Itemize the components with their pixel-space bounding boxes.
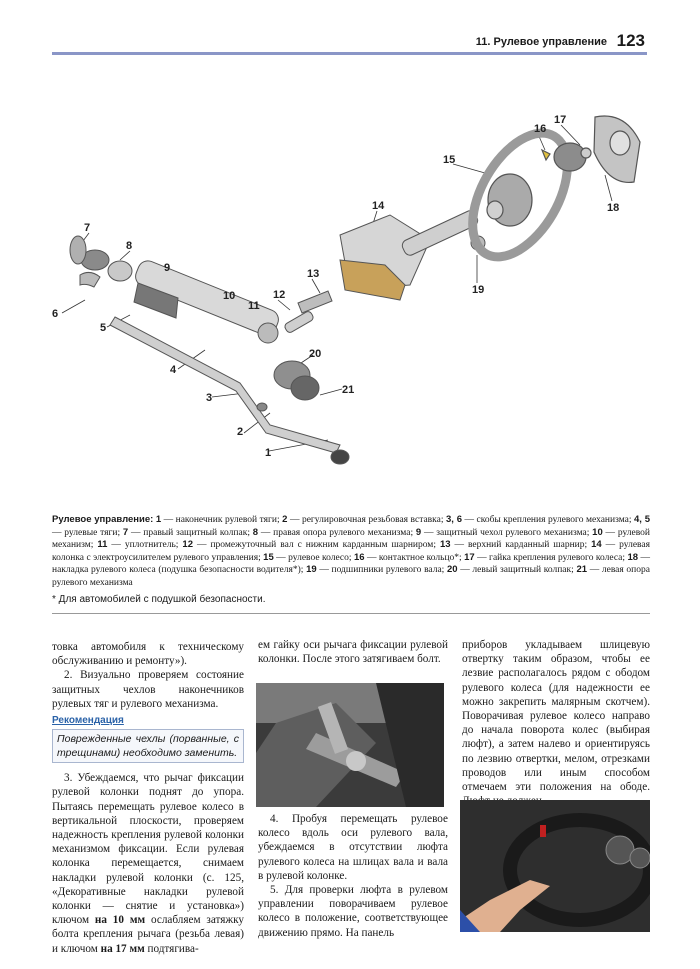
- photo-column-lever: [256, 683, 444, 807]
- text-column-2: [258, 638, 448, 666]
- label-10: 10: [223, 290, 236, 302]
- figure-caption: [52, 514, 650, 589]
- caption-item-text: — гайка крепления рулевого колеса;: [474, 552, 628, 563]
- recommendation-title: Рекомендация: [52, 715, 124, 727]
- bold-span: на 17 мм: [100, 942, 145, 955]
- footnote-rule: [52, 613, 650, 614]
- text-span: 3. Убеждаемся, что рычаг фиксации рулевой колонки поднят до упора. Пытаясь перемещать рулевое колесо в вертикальной плоскости, проверяем надежность крепления рулевой колонки механизмом фиксации. Если рулевая колонка перемещается, снимаем накладки рулевой колонки (с. 125, «Декоративные накладки рулевой колонки — снятие и установка») ключом: [52, 772, 244, 927]
- label-4: 4: [170, 364, 177, 376]
- diagram-svg: [40, 95, 660, 495]
- caption-item-number: 15: [263, 551, 274, 563]
- label-6: 6: [52, 308, 59, 320]
- label-7: 7: [84, 222, 91, 234]
- label-15: 15: [443, 154, 456, 166]
- paragraph: 5. Для проверки люфта в рулевом управлении поворачиваем рулевое колесо в положение, соответствующее движению прямо. На панель: [258, 884, 448, 939]
- caption-item-text: — рулевые тяги;: [52, 527, 123, 538]
- paragraph: приборов укладываем шлицевую отвертку таким образом, чтобы ее лезвие располагалось рядом с ободом рулевого колеса (для надежности ее можно закрепить малярным скотчем). Поворачивая рулевое колесо направо до начала поворота колес (выбирая люфт), а затем налево и ориентируясь по лезвию отвертки, мелом, отрезками проводов или иным способом отмечаем эти положения на ободе.: [462, 639, 650, 794]
- text-column-2-lower: [258, 812, 448, 940]
- caption-item-number: 14: [591, 539, 602, 550]
- label-20: 20: [309, 348, 322, 360]
- text-span: ослабляем затяжку болта крепления рычага (резьба левая) и ключом: [52, 914, 244, 955]
- caption-item-text: — уплотнитель;: [107, 540, 183, 550]
- text-column-3: [462, 638, 650, 808]
- caption-item-number: 10: [592, 526, 603, 538]
- caption-item-text: — правый защитный колпак;: [128, 527, 253, 538]
- paragraph: [52, 771, 244, 956]
- caption-item-number: 9: [415, 526, 422, 538]
- label-3: 3: [206, 392, 213, 404]
- caption-item-text: — контактное кольцо*;: [364, 552, 465, 563]
- caption-item-number: 20: [447, 564, 458, 575]
- label-1: 1: [265, 447, 272, 459]
- caption-item-number: 21: [576, 564, 588, 575]
- recommendation-box: Поврежденные чехлы (порванные, с трещинами) необходимо заменить.: [52, 729, 244, 763]
- label-12: 12: [273, 289, 286, 301]
- label-19: 19: [472, 284, 485, 296]
- caption-item-text: — рулевой механизм;: [52, 527, 651, 550]
- caption-item-number: 8: [252, 526, 259, 538]
- caption-item-text: — правая опора рулевого механизма;: [258, 527, 416, 538]
- label-8: 8: [126, 240, 133, 252]
- caption-item-number: 17: [464, 551, 475, 563]
- caption-item-number: 3, 6: [446, 514, 462, 525]
- caption-item-number: 13: [439, 539, 451, 550]
- caption-item-number: 16: [353, 551, 365, 563]
- photo-steering-wheel: [460, 800, 650, 932]
- caption-item-text: — регулировочная резьбовая вставка;: [287, 515, 446, 525]
- caption-item-text: — верхний карданный шарнир;: [450, 540, 592, 550]
- caption-item-text: — скобы крепления рулевого механизма;: [461, 515, 635, 525]
- footnote: * Для автомобилей с подушкой безопасности.: [52, 594, 266, 605]
- paragraph: 4. Пробуя перемещать рулевое колесо вдоль оси рулевого вала, убеждаемся в отсутствии люфта рулевого колеса на шлицах вала и вала в рулевой колонке.: [258, 813, 448, 882]
- caption-item-number: 2: [282, 514, 288, 525]
- caption-item-text: — подшипники рулевого вала;: [316, 565, 447, 575]
- header-rule: [52, 52, 647, 55]
- text-column-1: [52, 640, 244, 956]
- paragraph: 2. Визуально проверяем состояние защитных чехлов наконечников рулевых тяг и рулевого механизма.: [52, 669, 244, 710]
- caption-item-text: — накладка рулевого колеса (подушка безопасности водителя*);: [52, 552, 650, 575]
- caption-item-text: — левая опора рулевого механизма: [52, 565, 650, 588]
- caption-item-text: — наконечник рулевой тяги;: [161, 515, 283, 525]
- steering-exploded-diagram: [40, 95, 660, 495]
- paragraph: ем гайку оси рычага фиксации рулевой колонки. После этого затягиваем болт.: [258, 639, 448, 666]
- label-17: 17: [554, 114, 567, 126]
- label-9: 9: [164, 262, 171, 274]
- caption-lead: Рулевое управление:: [52, 514, 154, 525]
- bold-span: на 10 мм: [94, 914, 146, 927]
- label-5: 5: [100, 322, 107, 334]
- caption-item-number: 4, 5: [634, 514, 650, 525]
- label-2: 2: [237, 426, 244, 438]
- section-title: 11. Рулевое управление: [475, 36, 607, 48]
- label-13: 13: [307, 268, 320, 280]
- paragraph: товка автомобиля к техническому обслуживанию и ремонту»).: [52, 641, 244, 668]
- page-number: 123: [616, 31, 645, 50]
- caption-item-text: — рулевое колесо;: [273, 552, 354, 563]
- caption-item-text: — рулевая колонка с электроусилителем рулевого управления;: [52, 540, 650, 563]
- caption-item-number: 7: [122, 526, 129, 538]
- caption-items: [52, 515, 650, 588]
- page-header: [52, 33, 647, 55]
- caption-item-number: 19: [306, 564, 317, 575]
- label-16: 16: [534, 123, 547, 135]
- label-18: 18: [607, 202, 620, 214]
- caption-item-number: 18: [627, 551, 639, 563]
- caption-item-number: 12: [182, 539, 193, 550]
- text-span: подтягива-: [144, 942, 199, 955]
- caption-item-text: — промежуточный вал с нижним карданным шарниром;: [193, 540, 440, 550]
- caption-item-number: 11: [97, 539, 108, 550]
- label-11: 11: [248, 300, 260, 312]
- label-21: 21: [342, 384, 355, 396]
- caption-item-text: — левый защитный колпак;: [457, 565, 577, 575]
- caption-item-number: 1: [155, 514, 162, 525]
- caption-item-text: — защитный чехол рулевого механизма;: [421, 527, 593, 538]
- label-14: 14: [372, 200, 385, 212]
